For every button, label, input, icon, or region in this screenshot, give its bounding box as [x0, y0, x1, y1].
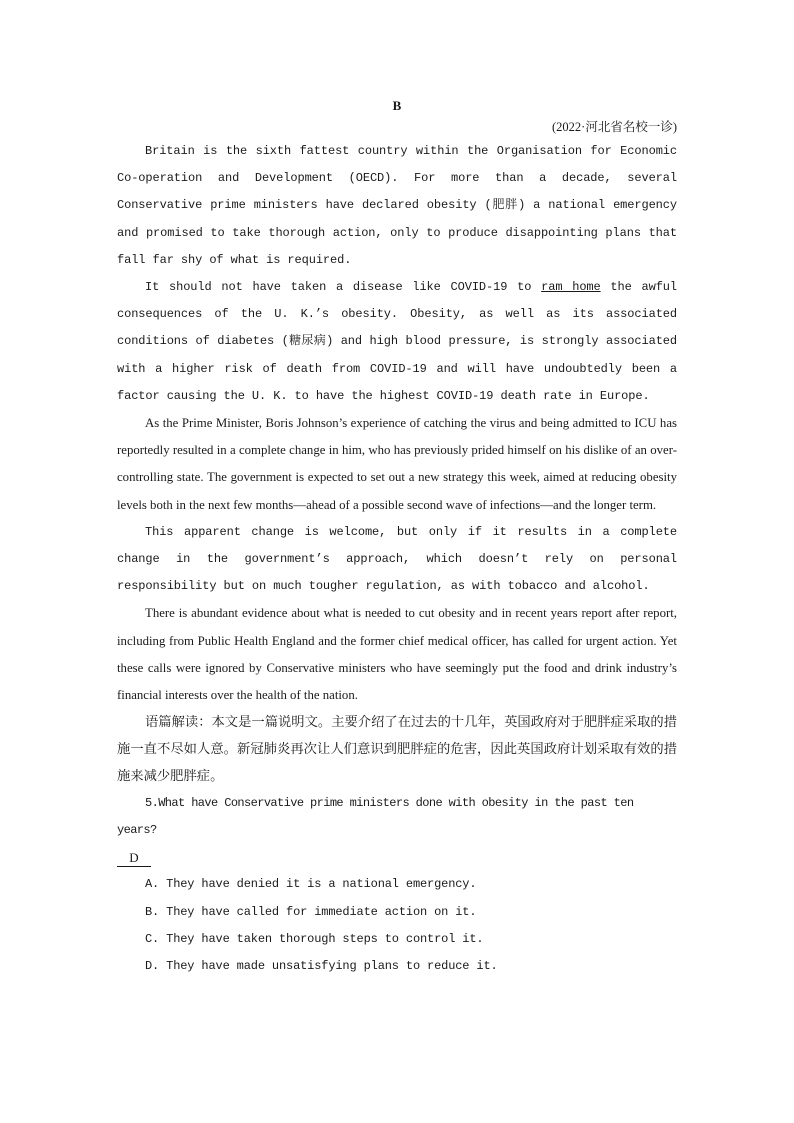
document-page — [117, 96, 677, 980]
answer-blank: D — [117, 850, 151, 867]
paragraph-3: As the Prime Minister, Boris Johnson’s experience of catching the virus and being admitted to ICU has reportedly resulted in a complete change in him, who has previously prided himself on his dislike of an over-controlling state. The government is expected to set out a new strategy this week, aimed at reducing obesity levels both in the next few months—ahead of a possible second wave of infections—and the longer term. — [117, 416, 677, 512]
paragraph-5: There is abundant evidence about what is needed to cut obesity and in recent years report after report, including from Public Health England and the former chief medical officer, has called for urgent action. Yet these calls were ignored by Conservative ministers who have seemingly put the food and drink industry’s financial interests over the health of the nation. — [117, 606, 677, 703]
option-d: D. They have made unsatisfying plans to reduce it. — [145, 959, 498, 974]
paragraph-4: This apparent change is welcome, but only if it results in a complete change in the government’s approach, which doesn’t rely on personal responsibility but on much tougher regulation, as with tobacco and alcohol. — [117, 524, 677, 594]
paragraph-1: Britain is the sixth fattest country within the Organisation for Economic Co-operation and Development (OECD). For more than a decade, several Conservative prime ministers have declared obesity (肥胖) a national emergency and promised to take thorough action, only to produce disappointing plans that fall far shy of what is required. — [117, 144, 677, 267]
option-b: B. They have called for immediate action on it. — [145, 904, 477, 919]
discourse-analysis: 语篇解读：本文是一篇说明文。主要介绍了在过去的十几年，英国政府对于肥胖症采取的措施一直不尽如人意。新冠肺炎再次让人们意识到肥胖症的危害，因此英国政府计划采取有效的措施来减少肥胖症。 — [117, 715, 677, 785]
paragraph-2 — [117, 274, 677, 410]
source-citation: (2022·河北省名校一诊) — [552, 120, 677, 134]
option-a: A. They have denied it is a national emergency. — [145, 877, 477, 892]
paragraph-2-text-after: the awful consequences of the U. K.’s obesity. Obesity, as well as its associated conditions of diabetes (糖尿病) and high blood pressure, is strongly associated with a higher risk of death from COVID-19 and will have undoubtedly been a factor causing the U. K. to have the highest COVID-19 death rate in Europe. — [117, 280, 678, 403]
answer-line — [117, 844, 677, 871]
option-c: C. They have taken thorough steps to control it. — [145, 931, 484, 946]
section-letter: B — [392, 98, 402, 113]
paragraph-2-text-before: It should not have taken a disease like COVID-19 to — [145, 280, 542, 295]
question-stem: 5.What have Conservative prime ministers done with obesity in the past ten years? — [117, 796, 634, 838]
underlined-phrase: ram home — [541, 280, 601, 295]
